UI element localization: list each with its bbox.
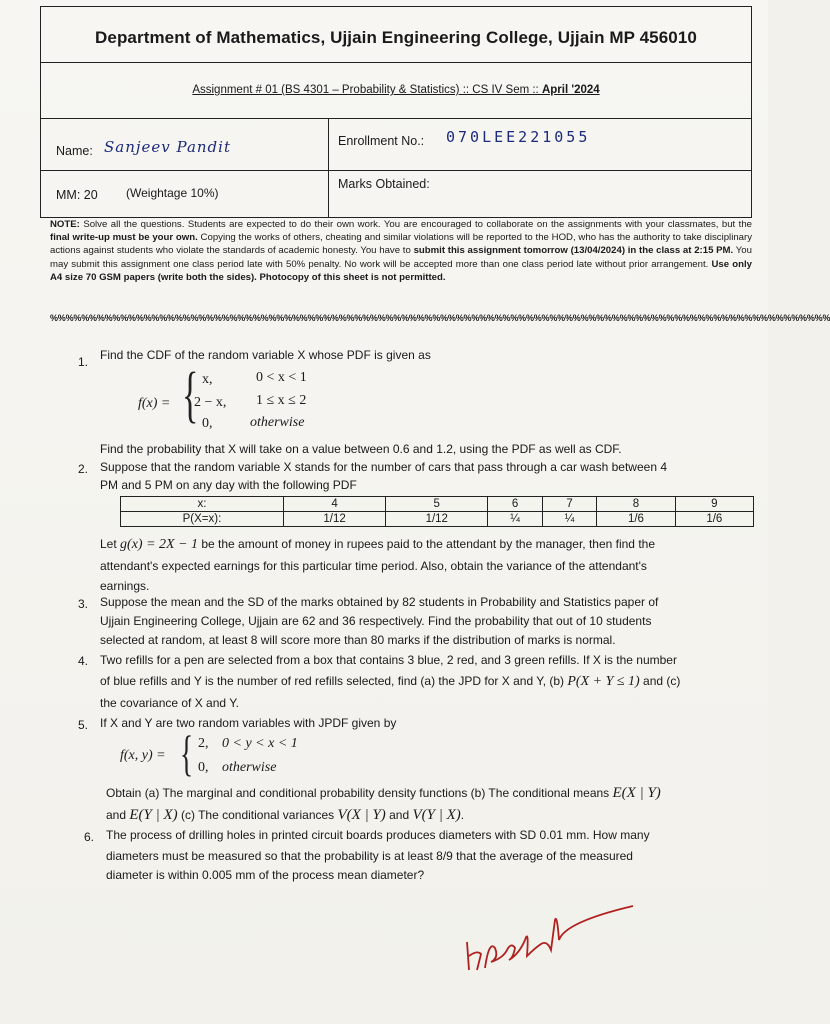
q6-number: 6. [84,830,95,844]
q4-line1: Two refills for a pen are selected from a box that contains 3 blue, 2 red, and 3 green refills. If X is the number [100,653,677,667]
table-cell: 6 [488,497,542,512]
table-cell: 4 [283,497,385,512]
table-cell: 9 [675,497,753,512]
q5-case2-cond: otherwise [222,760,277,775]
table-cell: 5 [386,497,488,512]
q2-number: 2. [78,462,89,476]
table-cell: 7 [542,497,596,512]
table-cell: 1/12 [283,512,385,527]
q3-line2: Ujjain Engineering College, Ujjain are 62 and 36 respectively. Find the probability that out of 10 students [100,614,652,628]
q1-case3-cond: otherwise [250,415,305,430]
q4-line3: the covariance of X and Y. [100,696,239,710]
q1-case2-val: 2 − x, [194,395,227,410]
name-label: Name: [56,144,93,158]
q3-line3: selected at random, at least 8 will score more than 80 marks if the distribution of marks is normal. [100,633,616,647]
name-value: Sanjeev Pandit [104,138,231,156]
q6-line2: diameters must be measured so that the probability is at least 8/9 that the average of the measured [106,849,633,863]
table-row [121,512,754,527]
q2-line5: earnings. [100,579,150,593]
q2-line2: PM and 5 PM on any day with the following PDF [100,478,357,492]
divider [40,62,752,63]
q2-line4: attendant's expected earnings for this particular time period. Also, obtain the variance of the attendant's [100,559,647,573]
q1-case3-val: 0, [202,416,213,431]
q1-text: Find the CDF of the random variable X whose PDF is given as [100,348,431,362]
q6-line3: diameter is within 0.005 mm of the process mean diameter? [106,868,425,882]
q4-line2: of blue refills and Y is the number of red refills selected, find (a) the JPD for X and Y, (b) P(X + Y ≤ 1) and (c) [100,674,681,689]
q5-line2: Obtain (a) The marginal and conditional probability density functions (b) The conditional means E(X | Y) [106,785,661,801]
department-title: Department of Mathematics, Ujjain Engineering College, Ujjain MP 456010 [95,28,697,47]
separator-line: %%%%%%%%%%%%%%%%%%%%%%%%%%%%%%%%%%%%%%%%%%%%%%%%%%%%%%%%%%%%%%%%%%%%%%%%%%%%%%%%%%%%%%%%%%%%%%%%%%%% [50,313,830,323]
q1-case1-cond: 0 < x < 1 [256,370,307,385]
q5-line1: If X and Y are two random variables with JPDF given by [100,716,397,730]
table-cell: P(X=x): [121,512,284,527]
q5-fxy: f(x, y) = [120,748,166,763]
q1-after: Find the probability that X will take on a value between 0.6 and 1.2, using the PDF as well as CDF. [100,442,622,456]
table-row [121,497,754,512]
q5-case2-val: 0, [198,760,209,775]
table-cell: 1/6 [675,512,753,527]
signature [455,870,645,980]
marks-obtained-label: Marks Obtained: [338,177,430,191]
q1-fx: f(x) = [138,396,171,411]
q5-line3: and E(Y | X) (c) The conditional variances V(X | Y) and V(Y | X). [106,807,465,823]
weightage: (Weightage 10%) [126,186,219,200]
divider [328,118,329,218]
q3-line1: Suppose the mean and the SD of the marks obtained by 82 students in Probability and Statistics paper of [100,595,659,609]
q3-number: 3. [78,597,89,611]
note-paragraph: NOTE: Solve all the questions. Students are expected to do their own work. You are encouraged to collaborate on the assignments with your classmates, but the final write-up must be your own. Copying the works of others, cheating and similar violations will be reported to the HOD, who has the authority to take disciplinary actions against students who violate the standards of academic honesty. You have to submit this assignment tomorrow (13/04/2024) in the class at 2:15 PM. You may submit this assignment one class period late with 50% penalty. No work will be accepted more than one class period late without prior arrangement. Use only A4 size 70 GSM papers (write both the sides). Photocopy of this sheet is not permitted. [50,219,752,283]
assignment-line: Assignment # 01 (BS 4301 – Probability & Statistics) :: CS IV Sem :: April '2024 [192,84,600,96]
q5-brace: { [180,725,194,781]
q2-line3: Let g(x) = 2X − 1 be the amount of money in rupees paid to the attendant by the manager, then find the [100,537,655,552]
divider [40,170,752,171]
table-cell: ¼ [542,512,596,527]
q1-case1-val: x, [202,372,213,387]
table-cell: 1/12 [386,512,488,527]
q1-number: 1. [78,355,89,369]
q5-case1-val: 2, [198,736,209,751]
table-cell: x: [121,497,284,512]
divider [40,118,752,119]
q5-case1-cond: 0 < y < x < 1 [222,736,298,751]
q2-line1: Suppose that the random variable X stands for the number of cars that pass through a car wash between 4 [100,460,667,474]
q4-number: 4. [78,654,89,668]
q5-number: 5. [78,718,89,732]
q6-line1: The process of drilling holes in printed circuit boards produces diameters with SD 0.01 mm. How many [106,828,650,842]
q1-brace: { [182,361,199,429]
table-cell: 1/6 [597,512,675,527]
q1-case2-cond: 1 ≤ x ≤ 2 [256,393,307,408]
pmf-table [120,496,754,527]
enrollment-label: Enrollment No.: [338,134,425,148]
table-cell: ¼ [488,512,542,527]
enrollment-value: 070LEE221055 [446,128,591,146]
max-marks: MM: 20 [56,188,98,202]
table-cell: 8 [597,497,675,512]
